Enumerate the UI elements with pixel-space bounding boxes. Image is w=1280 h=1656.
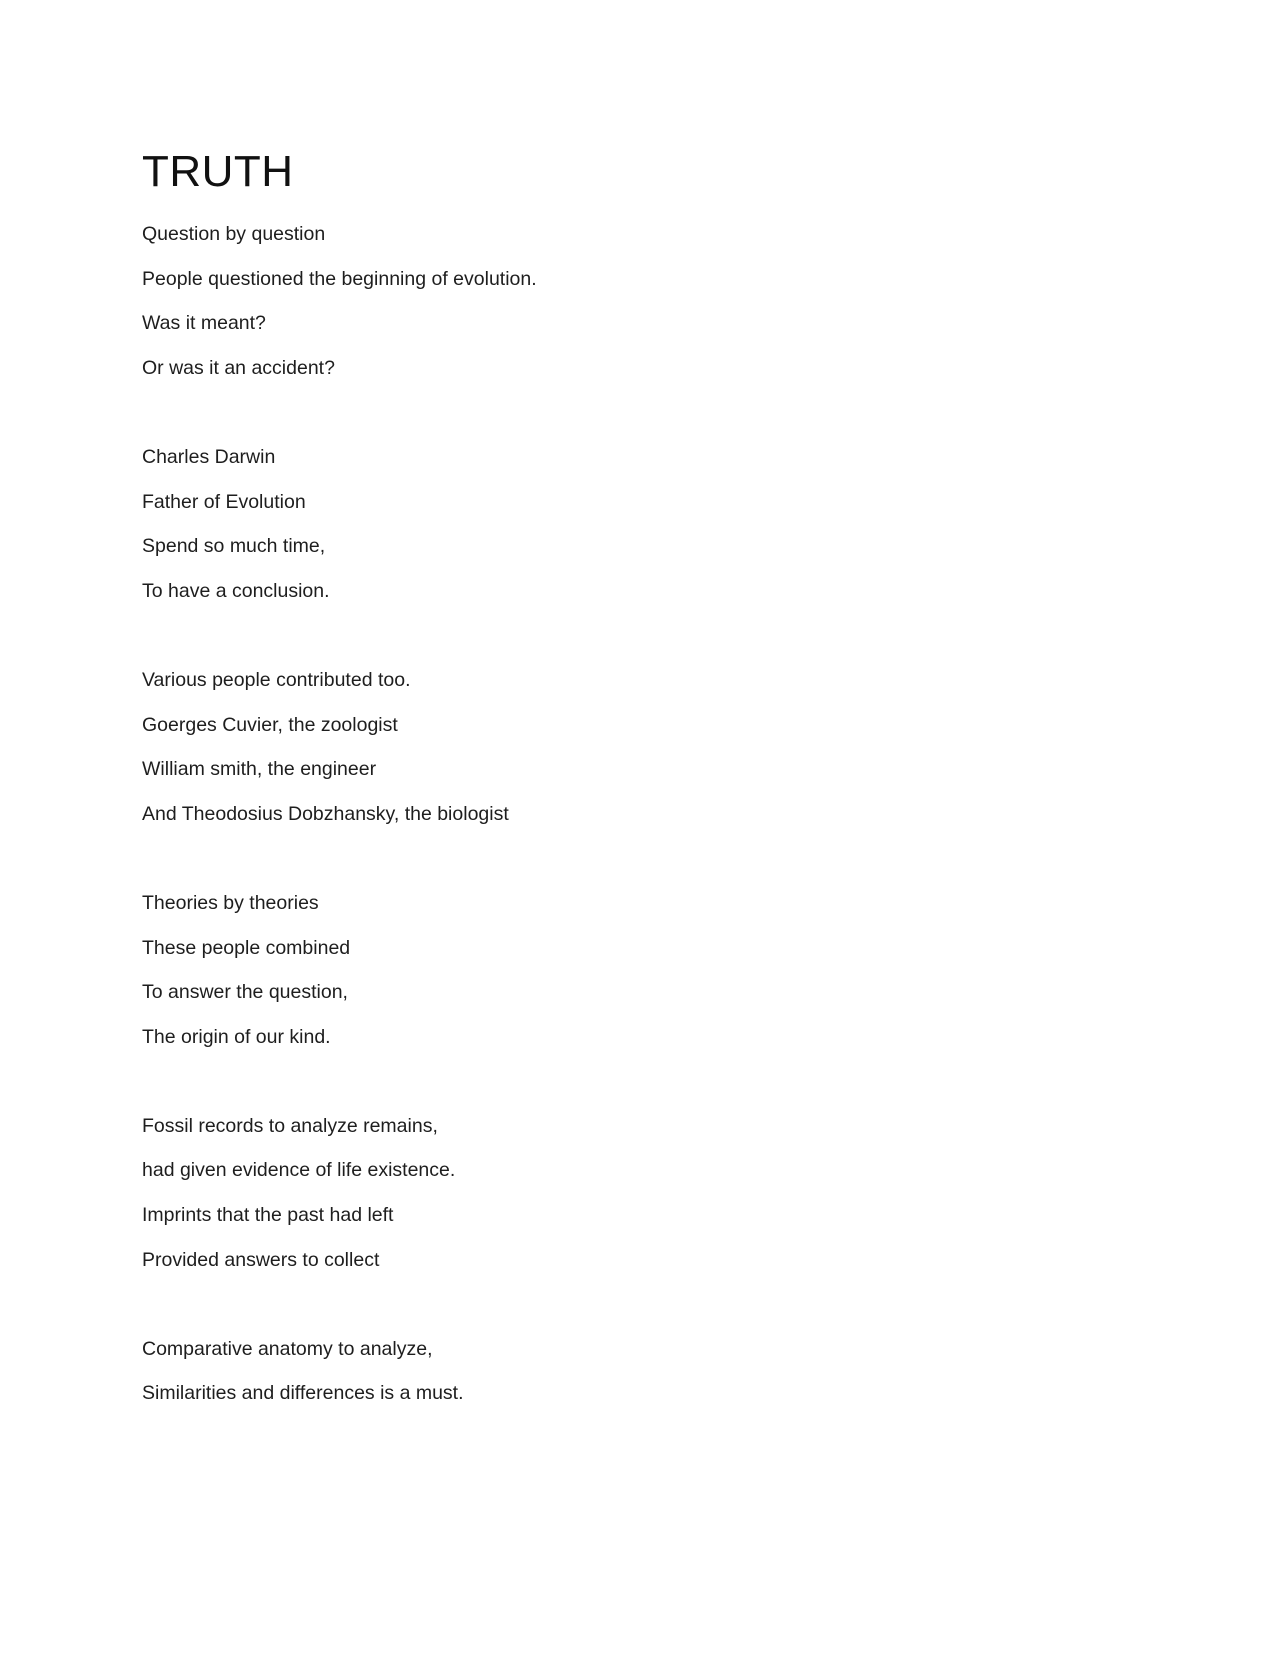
poem-title: TRUTH [142, 147, 294, 196]
poem-line: To answer the question, [142, 981, 348, 1004]
poem-line: To have a conclusion. [142, 579, 330, 602]
poem-line: Provided answers to collect [142, 1248, 380, 1271]
stanza [142, 212, 537, 390]
stanza [142, 1104, 537, 1282]
stanza [142, 658, 537, 836]
poem-line: These people combined [142, 936, 351, 959]
poem-line: And Theodosius Dobzhansky, the biologist [142, 802, 509, 825]
poem-line: Various people contributed too. [142, 668, 411, 691]
stanza [142, 435, 537, 613]
poem-line: Charles Darwin [142, 445, 276, 468]
poem-line: Fossil records to analyze remains, [142, 1114, 438, 1137]
stanza [142, 1327, 537, 1416]
poem-line: Theories by theories [142, 891, 319, 914]
poem-line: Similarities and differences is a must. [142, 1382, 464, 1405]
stanza [142, 881, 537, 1059]
poem-line: William smith, the engineer [142, 758, 377, 781]
poem-line: Spend so much time, [142, 535, 326, 558]
poem-line: Comparative anatomy to analyze, [142, 1337, 433, 1360]
poem-line: Or was it an accident? [142, 356, 335, 379]
poem-line: Imprints that the past had left [142, 1204, 394, 1227]
poem-line: Goerges Cuvier, the zoologist [142, 713, 398, 736]
poem-line: Question by question [142, 223, 326, 245]
poem-line: Father of Evolution [142, 490, 306, 513]
poem-line: People questioned the beginning of evolution. [142, 267, 537, 290]
poem-line: had given evidence of life existence. [142, 1159, 456, 1182]
poem-line: Was it meant? [142, 312, 266, 335]
poem-line: The origin of our kind. [142, 1025, 331, 1048]
poem-body [142, 212, 537, 1461]
